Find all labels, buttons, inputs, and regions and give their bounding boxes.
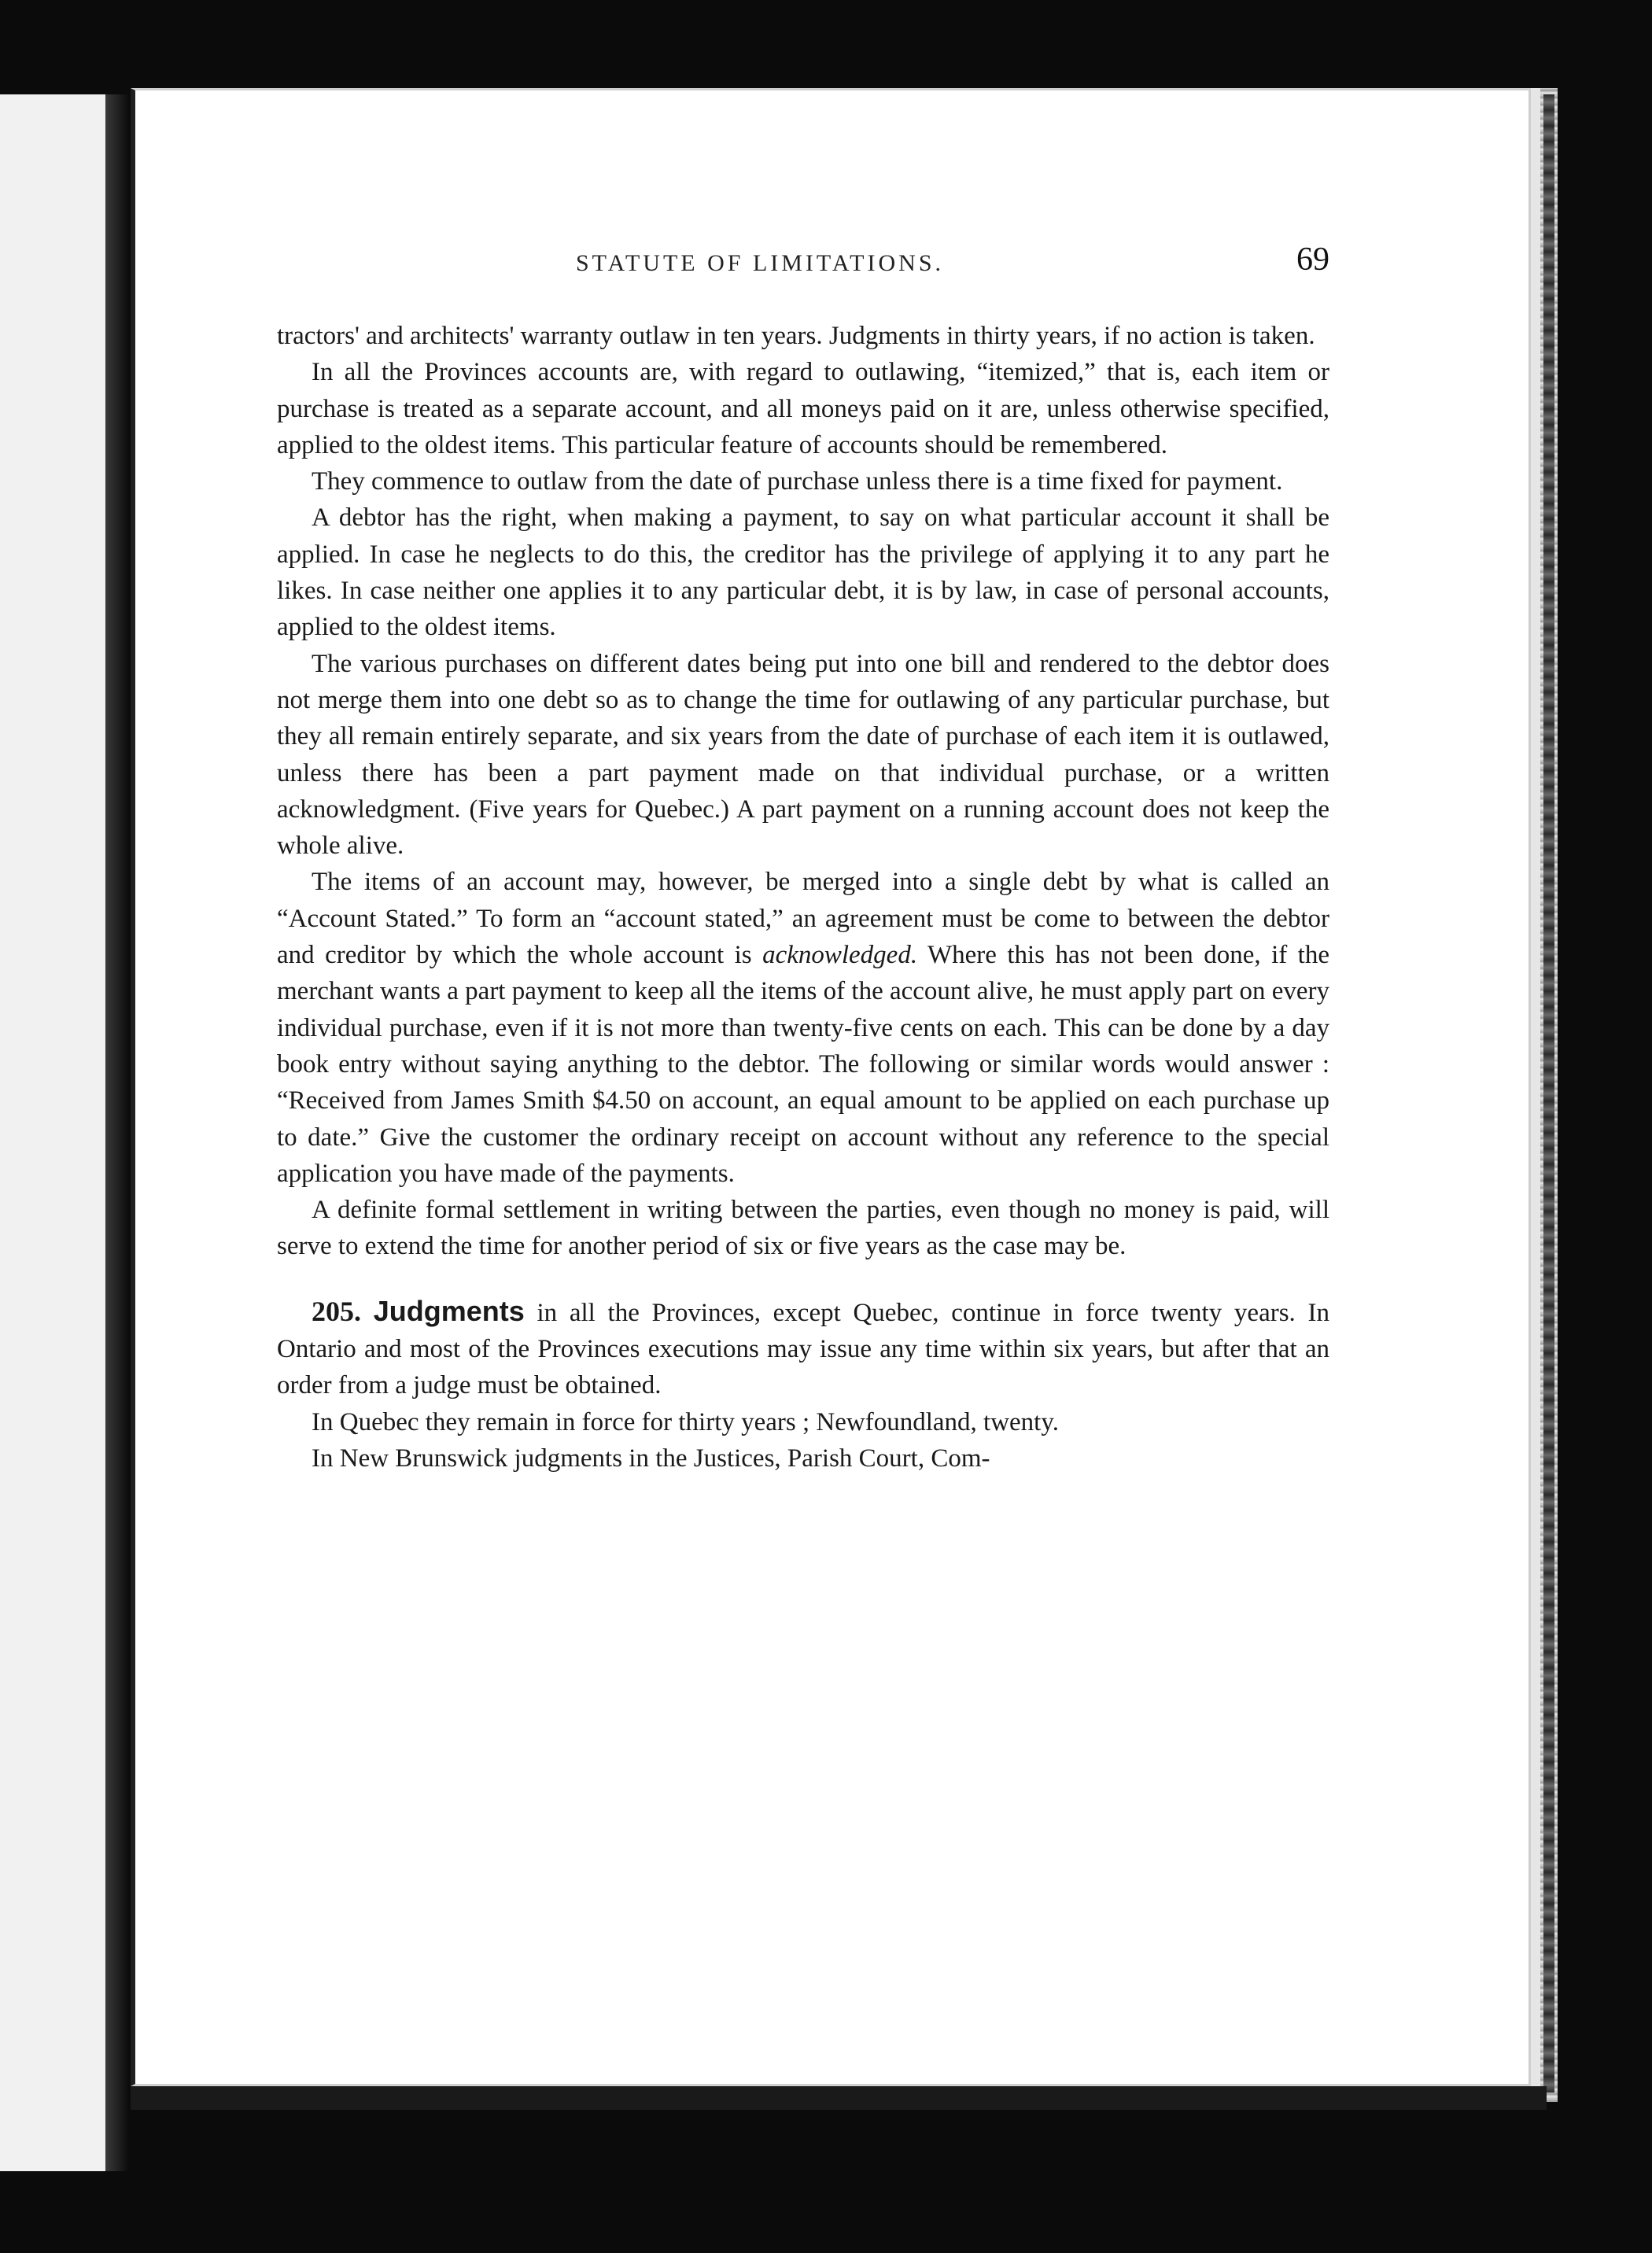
paragraph-2: In all the Provinces accounts are, with regard to outlawing, “itemized,” that is, each item or purchase is treated as a separate account, and all moneys paid on it are, unless otherwise specified, applied to the oldest items. This particular feature of accounts should be remembered. <box>277 358 1329 459</box>
gutter-shadow <box>105 94 129 2171</box>
facing-page-edge <box>0 94 121 2171</box>
page-header <box>277 244 1329 291</box>
scan-bottom-border <box>131 2086 1547 2110</box>
section-number: 205. <box>312 1295 361 1327</box>
body-text <box>277 318 1329 1477</box>
section-205-text: in all the Provinces, except Quebec, continue in force twenty years. In Ontario and most of the Provinces executions may issue any time within six years, but after that an order from a judge must be obtained. <box>277 1298 1330 1400</box>
paragraph-5: The various purchases on different dates being put into one bill and rendered to the debtor does not merge them into one debt so as to change the time for outlawing of any particular purchase, but they all remain entirely separate, and six years from the date of purchase of each item it is outlawed, unless there has been a part payment made on that individual purchase, or a written acknowledgment. (Five years for Quebec.) A part payment on a running account does not keep the whole alive. <box>277 649 1329 861</box>
paragraph-6-text-b: Where this has not been done, if the merchant wants a part payment to keep all the items of the account alive, he must apply part on every individual purchase, even if it is not more than twenty-five cents on each. This can be done by a day book entry without saying anything to the debtor. The following or similar words would answer : “Received from James Smith $4.50 on account, an equal amount to be applied on each purchase up to date.” Give the customer the ordinary receipt on account without any reference to the special application you have made of the payments. <box>277 941 1329 1188</box>
section-205-paragraph-2: In Quebec they remain in force for thirty years ; Newfoundland, twenty. <box>312 1407 1059 1436</box>
binding-spine <box>1543 94 1554 2093</box>
paragraph-6-text-a: The items of an account may, however, be merged into a single debt by what is called an “Account Stated.” To form an “account stated,” an agreement must be come to between the debtor and creditor by which the whole account is <box>277 868 1329 970</box>
section-205-paragraph-3: In New Brunswick judgments in the Justices, Parish Court, Com- <box>312 1444 990 1473</box>
section-gap <box>277 1265 1329 1293</box>
paragraph-6-emphasis: acknowledged. <box>762 941 918 970</box>
paragraph-6 <box>277 864 1329 1192</box>
paragraph-3: They commence to outlaw from the date of purchase unless there is a time fixed for payment. <box>312 467 1283 496</box>
section-205-paragraph <box>277 1293 1329 1404</box>
paragraph-1: tractors' and architects' warranty outlaw in ten years. Judgments in thirty years, if no action is taken. <box>277 322 1315 350</box>
paragraph-7: A definite formal settlement in writing between the parties, even though no money is paid, will serve to extend the time for another period of six or five years as the case may be. <box>277 1196 1329 1261</box>
paragraph-4: A debtor has the right, when making a payment, to say on what particular account it shall be applied. In case he neglects to do this, the creditor has the privilege of applying it to any part he likes. In case neither one applies it to any particular debt, it is by law, in case of personal accounts, applied to the oldest items. <box>277 503 1329 642</box>
running-title: STATUTE OF LIMITATIONS. <box>576 250 945 276</box>
page-number: 69 <box>1296 242 1329 278</box>
section-heading: Judgments <box>373 1294 525 1327</box>
